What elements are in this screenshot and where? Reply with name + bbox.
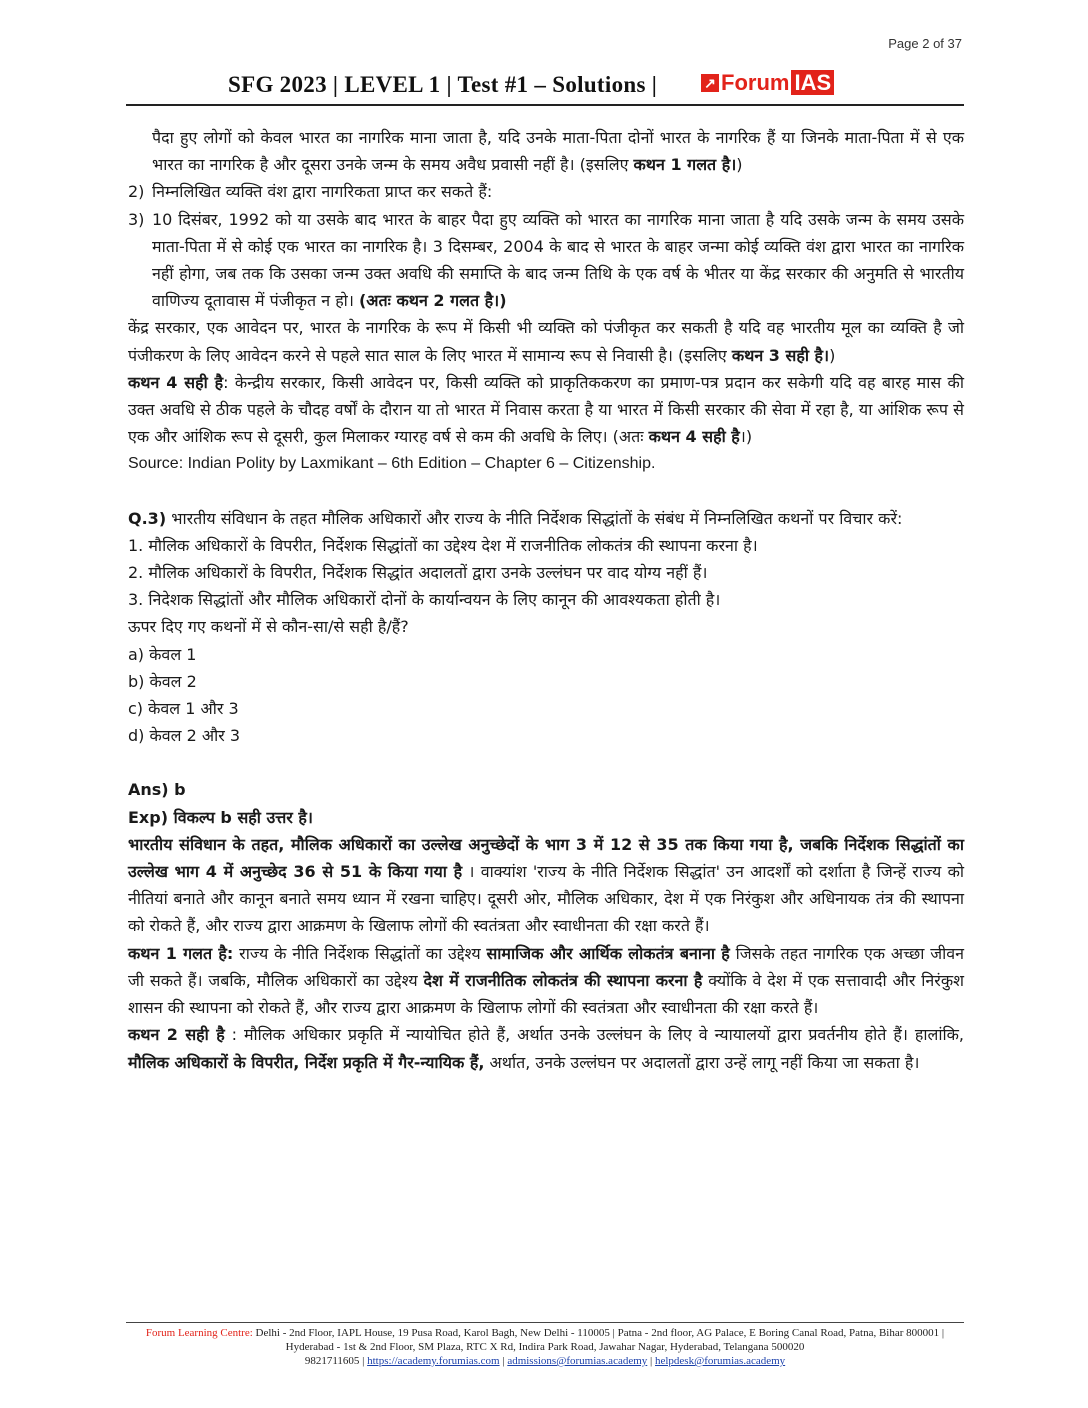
page-number: Page 2 of 37: [888, 36, 962, 51]
footer-helpdesk-link[interactable]: helpdesk@forumias.academy: [654, 1355, 786, 1367]
paragraph-text: जिसके तहत नागरिक एक अच्छा जीवन जी सकते हैं। जबकि, मौलिक अधिकारों का उद्देश्य: [128, 943, 965, 990]
forumias-logo: [701, 70, 834, 96]
list-number: 2): [128, 182, 145, 202]
paragraph-bold: भारतीय संविधान के तहत, मौलिक अधिकारों का उल्लेख अनुच्छेदों के भाग 3 में 12 से 35 तक किया गया है, जबकि निर्देशक सिद्धांतों का उल्लेख भाग 4 में अनुच्छेद 36 से 51 के किया गया है: [128, 834, 964, 882]
explanation-paragraph-1: [128, 831, 964, 940]
paragraph-bold: देश में राजनीतिक लोकतंत्र की स्थापना करना है: [423, 970, 703, 990]
paragraph-text: क्योंकि वे देश में एक सत्तावादी और निरंकुश शासन की स्थापना को रोकते हैं, और राज्य द्वारा आक्रमण के खिलाफ लोगों की स्वतंत्रता और स्वाधीनता की रक्षा करते हैं।: [128, 970, 964, 1018]
list-item-bold: (अतः कथन 2 गलत है।): [358, 291, 507, 311]
list-item-text: निम्नलिखित व्यक्ति वंश द्वारा नागरिकता प्राप्त कर सकते हैं:: [152, 182, 493, 202]
paragraph-bold: मौलिक अधिकारों के विपरीत, निर्देश प्रकृति में गैर-न्यायिक हैं,: [128, 1052, 485, 1072]
question-stem: [128, 505, 964, 532]
continuation-text: पैदा हुए लोगों को केवल भारत का नागरिक माना जाता है, यदि उनके माता-पिता दोनों भारत के नागरिक हैं या जिनके माता-पिता में से एक भारत का नागरिक है और दूसरा उनके जन्म के समय अवैध प्रवासी नहीं है। (इसलिए: [152, 128, 964, 175]
option-a: a) केवल 1: [128, 644, 197, 664]
paragraph-bold: कथन 1 गलत है:: [128, 943, 234, 963]
source-line: Source: Indian Polity by Laxmikant – 6th Edition – Chapter 6 – Citizenship.: [128, 455, 656, 473]
statement-3: 3. निदेशक सिद्धांतों और मौलिक अधिकारों दोनों के कार्यान्वयन के लिए कानून की आवश्यकता होती है।: [128, 590, 721, 610]
continuation-paragraph: [128, 124, 964, 178]
paragraph-bold: कथन 3 सही है।: [731, 345, 830, 365]
header-title: SFG 2023 | LEVEL 1 | Test #1 – Solutions |: [228, 72, 658, 97]
explanation-label: Exp) विकल्प b सही उत्तर है।: [128, 807, 313, 827]
paragraph-bold: सामाजिक और आर्थिक लोकतंत्र बनाना है: [486, 943, 730, 963]
statement-3-paragraph: [128, 314, 964, 368]
list-item-3: [128, 206, 964, 315]
explanation-paragraph-2: [128, 940, 964, 1022]
footer-separator: |: [499, 1355, 508, 1367]
answer-line: [128, 776, 964, 803]
explanation-paragraph-3: [128, 1021, 964, 1075]
question-prompt: ऊपर दिए गए कथनों में से कौन-सा/से सही है/हैं?: [128, 617, 409, 637]
footer-addresses: Delhi - 2nd Floor, IAPL House, 19 Pusa Road, Karol Bagh, New Delhi - 110005 | Patna - 2nd floor, AG Palace, E Boring Canal Road, Patna, Bihar 800001 | Hyderabad - 1st & 2nd Floor, SM Plaza, RTC X Rd, Indira Park Road, Jawahar Nagar, Hyderabad, Telangana 500020: [252, 1327, 945, 1353]
paragraph-text: राज्य के नीति निर्देशक सिद्धांतों का उद्देश्य: [233, 943, 487, 963]
paragraph-text: अर्थात, उनके उल्लंघन पर अदालतों द्वारा उन्हें लागू नहीं किया जा सकता है।: [484, 1052, 920, 1072]
paragraph-bold: कथन 2 सही है: [128, 1025, 225, 1045]
footer-phone: 9821711605 |: [304, 1355, 368, 1367]
list-number: 3): [128, 209, 145, 229]
paragraph-end: ।): [739, 427, 753, 447]
logo-forum-text: Forum: [721, 70, 790, 95]
paragraph-bold: कथन 4 सही है: [128, 372, 224, 392]
logo-arrow-icon: ↗: [701, 74, 719, 92]
continuation-bold: कथन 1 गलत है।: [633, 155, 737, 175]
list-item-2: [128, 178, 964, 205]
page-content: [128, 124, 964, 1076]
footer-website-link[interactable]: https://academy.forumias.com: [367, 1355, 500, 1367]
paragraph-end: ): [829, 345, 836, 365]
list-item-text: 10 दिसंबर, 1992 को या उसके बाद भारत के बाहर पैदा हुए व्यक्ति को भारत का नागरिक माना जाता है यदि उसके जन्म के समय उसके माता-पिता में से कोई एक भारत का नागरिक है। 3 दिसम्बर, 2004 के बाद से भारत के बाहर जन्मा कोई व्यक्ति वंश द्वारा भारत का नागरिक नहीं होगा, जब तक कि उसका जन्म उक्त अवधि की समाप्ति के बाद जन्म तिथि के एक वर्ष के भीतर या केंद्र सरकार की अनुमति से भारतीय वाणिज्य दूतावास में पंजीकृत न हो।: [152, 209, 964, 311]
paragraph-text: : मौलिक अधिकार प्रकृति में न्यायोचित होते हैं, अर्थात उनके उल्लंघन के लिए वे न्यायालयों द्वारा प्रवर्तनीय होते हैं। हालांकि,: [224, 1025, 964, 1045]
continuation-end: ): [736, 155, 743, 175]
question-text: भारतीय संविधान के तहत मौलिक अधिकारों और राज्य के नीति निर्देशक सिद्धांतों के संबंध में निम्नलिखित कथनों पर विचार करें:: [166, 508, 903, 528]
footer-admissions-link[interactable]: admissions@forumias.academy: [507, 1355, 648, 1367]
footer-brand: Forum Learning Centre:: [145, 1327, 253, 1339]
statement-4-paragraph: [128, 369, 964, 451]
option-c: c) केवल 1 और 3: [128, 699, 239, 719]
explanation-line: [128, 804, 964, 831]
option-d: d) केवल 2 और 3: [128, 726, 241, 746]
page-footer: [126, 1322, 964, 1368]
paragraph-text: : केन्द्रीय सरकार, किसी आवेदन पर, किसी व्यक्ति को प्राकृतिककरण का प्रमाण-पत्र प्रदान कर सकेगी यदि वह बारह मास की उक्त अवधि से ठीक पहले के चौदह वर्षों के दौरान या तो भारत में निवास करता है या भारत में किसी सरकार की सेवा में रहा है, या आंशिक रूप से एक और आंशिक रूप से दूसरी, कुल मिलाकर ग्यारह वर्ष से कम की अवधि के लिए। (अतः: [128, 372, 964, 447]
paragraph-text: । वाक्यांश 'राज्य के नीति निर्देशक सिद्धांत' उन आदर्शों को दर्शाता है जिन्हें राज्य को नीतियां बनाते और कानून बनाते समय ध्यान में रखना चाहिए। दूसरी ओर, मौलिक अधिकार, देश में एक निरंकुश और अधिनायक तंत्र की स्थापना को रोकते हैं, और राज्य द्वारा आक्रमण के खिलाफ लोगों की स्वतंत्रता और स्वाधीनता की रक्षा करते हैं।: [128, 862, 965, 936]
statement-1: 1. मौलिक अधिकारों के विपरीत, निर्देशक सिद्धांतों का उद्देश्य देश में राजनीतिक लोकतंत्र की स्थापना करना है।: [128, 535, 758, 555]
option-b: b) केवल 2: [128, 671, 197, 691]
footer-separator: |: [647, 1355, 655, 1367]
logo-ias-text: IAS: [791, 70, 834, 95]
answer-label: Ans) b: [128, 780, 186, 800]
page-header: [126, 62, 964, 106]
paragraph-bold: कथन 4 सही है: [648, 427, 740, 447]
question-label: Q.3): [128, 508, 167, 528]
paragraph-text: केंद्र सरकार, एक आवेदन पर, भारत के नागरिक के रूप में किसी भी व्यक्ति को पंजीकृत कर सकती है यदि वह भारतीय मूल का व्यक्ति है जो पंजीकरण के लिए आवेदन करने से पहले सात साल के लिए भारत में सामान्य रूप से निवासी है। (इसलिए: [128, 318, 964, 365]
statement-2: 2. मौलिक अधिकारों के विपरीत, निर्देशक सिद्धांत अदालतों द्वारा उनके उल्लंघन पर वाद योग्य नहीं हैं।: [128, 563, 708, 583]
